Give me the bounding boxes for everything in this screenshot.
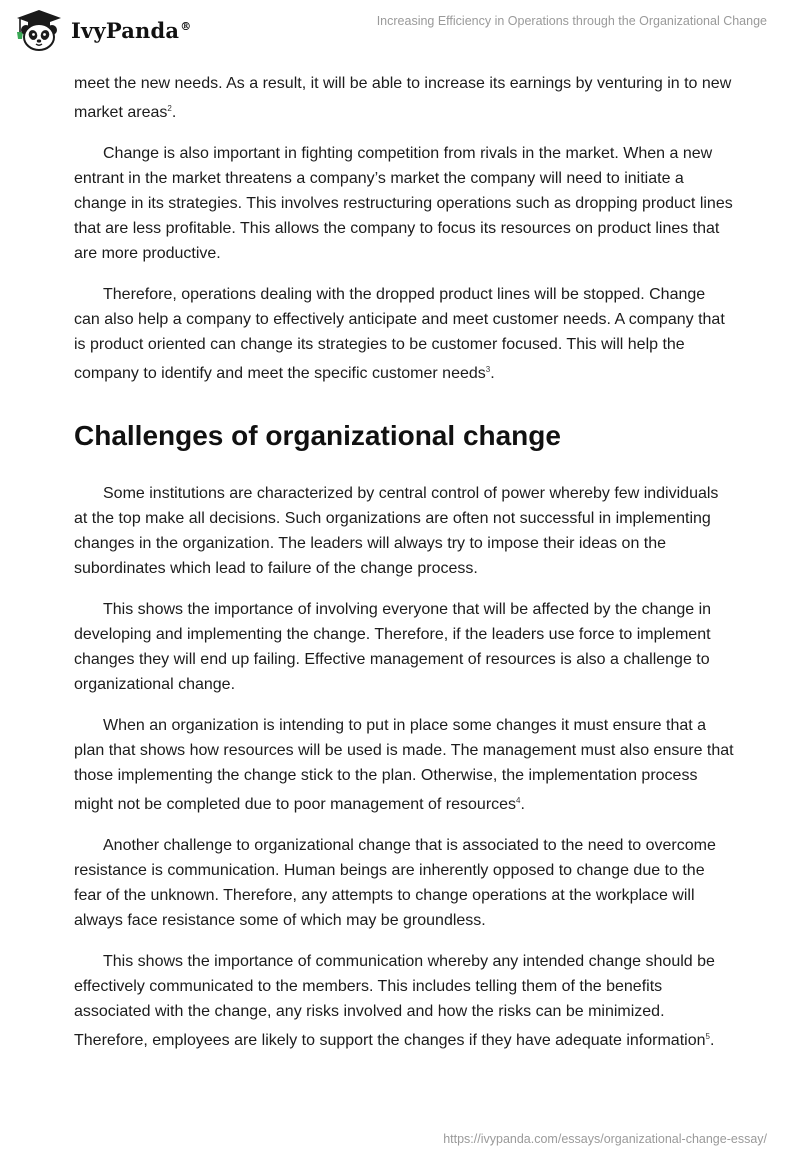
article-body bbox=[74, 71, 734, 1069]
page-header bbox=[0, 0, 800, 64]
brand-name: IvyPanda® bbox=[71, 17, 192, 43]
panda-icon bbox=[14, 8, 64, 52]
paragraph: Therefore, operations dealing with the dropped product lines will be stopped. Change can also help a company to effectively anticipate and meet customer needs. A company that is product oriented can change its strategies to be customer focused. This will help the company to identify and meet the specific customer needs$^3$. bbox=[74, 286, 725, 382]
section-heading: Challenges of organizational change bbox=[74, 420, 561, 451]
footnote-ref[interactable]: 4 bbox=[516, 796, 521, 805]
paragraph: When an organization is intending to put in place some changes it must ensure that a plan that shows how resources will be used is made. The management must also ensure that those implementing the change stick to the plan. Otherwise, the implementation process might not be completed due to poor management of resources$^4$. bbox=[74, 717, 734, 813]
ivypanda-logo[interactable] bbox=[14, 8, 191, 52]
paragraph: Another challenge to organizational change that is associated to the need to overcome resistance is communication. Human beings are inherently opposed to change due to the fear of the unknown. Therefore, any attempts to change operations at the workplace will always face resistance some of which may be groundless. bbox=[74, 837, 716, 929]
footnote-ref[interactable]: 2 bbox=[167, 104, 172, 113]
document-title: Increasing Efficiency in Operations through the Organizational Change bbox=[376, 14, 767, 28]
paragraph: Some institutions are characterized by central control of power whereby few individuals at the top make all decisions. Such organizations are often not successful in implementing changes in the organization. The leaders will always try to impose their ideas on the subordinates which lead to failure of the change process. bbox=[74, 485, 719, 577]
source-url[interactable]: https://ivypanda.com/essays/organizational-change-essay/ bbox=[443, 1132, 767, 1146]
paragraph: Change is also important in fighting competition from rivals in the market. When a new entrant in the market threatens a company’s market the company will need to initiate a change in its strategies. This involves restructuring operations such as dropping product lines that are less profitable. This allows the company to focus its resources on product lines that are more productive. bbox=[74, 145, 733, 262]
footnote-ref[interactable]: 3 bbox=[485, 365, 491, 374]
paragraph: This shows the importance of involving everyone that will be affected by the change in developing and implementing the change. Therefore, if the leaders use force to implement changes they will end up failing. Effective management of resources is also a challenge to organizational change. bbox=[74, 601, 712, 693]
paragraph: meet the new needs. As a result, it will be able to increase its earnings by venturing in to new market areas$^2$. bbox=[74, 75, 732, 121]
paragraph: This shows the importance of communication whereby any intended change should be effectively communicated to the members. This includes telling them of the benefits associated with the change, any risks involved and how the risks can be minimized. Therefore, employees are likely to support the changes if they have adequate information$^5$. bbox=[74, 953, 715, 1049]
footnote-ref[interactable]: 5 bbox=[705, 1032, 710, 1041]
